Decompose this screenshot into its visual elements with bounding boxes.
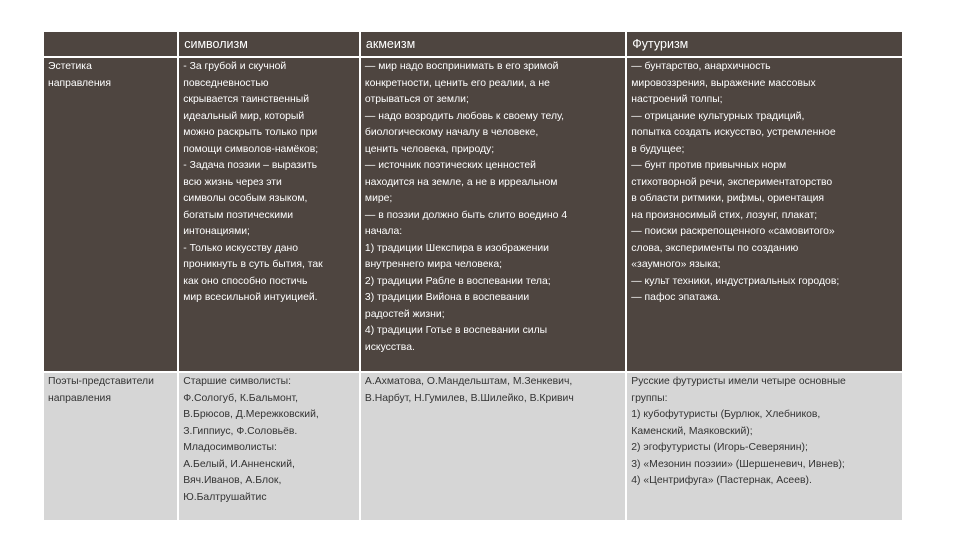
cell-text-line: — источник поэтических ценностей bbox=[364, 160, 536, 171]
cell-text-line: Старшие символисты: bbox=[183, 376, 292, 387]
literature-comparison-table bbox=[44, 32, 904, 522]
poets-acmeism-cell bbox=[360, 372, 626, 521]
cell-text-line: стихотворной речи, экспериментаторство bbox=[631, 176, 833, 188]
cell-text-line: Русские футуристы имели четыре основные bbox=[631, 376, 846, 387]
cell-text-line: А.Белый, И.Анненский, bbox=[183, 458, 295, 470]
cell-text-line: 2) эгофутуристы (Игорь-Северянин); bbox=[631, 442, 808, 453]
cell-text-line: Ф.Сологуб, К.Бальмонт, bbox=[183, 392, 299, 404]
cell-text-line: 3) традиции Вийона в воспевании bbox=[364, 292, 530, 303]
aesthetics-symbolism-cell bbox=[178, 57, 360, 372]
cell-text-line: - Задача поэзии – выразить bbox=[183, 160, 317, 171]
cell-text-line: идеальный мир, который bbox=[183, 110, 305, 122]
cell-text-line: Младосимволисты: bbox=[183, 442, 277, 453]
cell-text-line: символы особым языком, bbox=[183, 193, 308, 204]
cell-text-line: как оно способно постичь bbox=[183, 275, 308, 287]
cell-text-line: мире; bbox=[364, 193, 393, 204]
header-corner-cell bbox=[44, 32, 178, 57]
cell-text-line: «заумного» языка; bbox=[631, 259, 721, 270]
cell-text-line: всю жизнь через эти bbox=[183, 176, 282, 188]
cell-text-line: — в поэзии должно быть слито воедино 4 bbox=[364, 209, 568, 221]
cell-text-line: начала: bbox=[364, 226, 403, 237]
header-row bbox=[44, 32, 903, 57]
cell-text-line: 1) традиции Шекспира в изображении bbox=[364, 242, 549, 254]
poets-futurism-cell bbox=[626, 372, 903, 521]
row-label-line: направления bbox=[48, 392, 111, 404]
cell-text-line: 1) кубофутуристы (Бурлюк, Хлебников, bbox=[631, 409, 821, 420]
cell-text-line: — культ техники, индустриальных городов; bbox=[631, 275, 840, 287]
cell-text-line: радостей жизни; bbox=[364, 308, 445, 320]
cell-text-line: можно раскрыть только при bbox=[183, 127, 318, 138]
cell-text-line: настроений толпы; bbox=[631, 94, 723, 105]
cell-text-line: 4) «Центрифуга» (Пастернак, Асеев). bbox=[631, 475, 812, 486]
cell-text-line: 2) традиции Рабле в воспевании тела; bbox=[364, 275, 551, 287]
cell-text-line: — поиски раскрепощенного «самовитого» bbox=[631, 226, 835, 237]
cell-text-line: 3) «Мезонин поэзии» (Шершеневич, Ивнев); bbox=[631, 458, 845, 470]
cell-text-line: — бунт против привычных норм bbox=[631, 160, 787, 171]
cell-text-line: Каменский, Маяковский); bbox=[631, 425, 753, 437]
header-futurism: Футуризм bbox=[626, 32, 903, 57]
cell-text-line: помощи символов-намёков; bbox=[183, 143, 319, 155]
cell-text-line: З.Гиппиус, Ф.Соловьёв. bbox=[183, 425, 298, 437]
cell-text-line: Вяч.Иванов, А.Блок, bbox=[183, 475, 282, 486]
cell-text-line: ценить человека, природу; bbox=[364, 143, 495, 155]
cell-text-line: В.Нарбут, Н.Гумилев, В.Шилейко, В.Кривич bbox=[364, 392, 574, 404]
cell-text-line: на произносимый стих, лозунг, плакат; bbox=[631, 209, 818, 221]
row-label-line: Эстетика bbox=[48, 61, 92, 72]
cell-text-line: скрывается таинственный bbox=[183, 94, 310, 105]
poets-label-cell bbox=[44, 372, 178, 521]
cell-text-line: попытка создать искусство, устремленное bbox=[631, 127, 836, 138]
cell-text-line: — надо возродить любовь к своему телу, bbox=[364, 110, 565, 122]
cell-text-line: богатым поэтическими bbox=[183, 209, 294, 221]
cell-text-line: В.Брюсов, Д.Мережковский, bbox=[183, 409, 319, 420]
cell-text-line: искусства. bbox=[364, 341, 415, 353]
header-acmeism: акмеизм bbox=[360, 32, 626, 57]
cell-text-line: — пафос эпатажа. bbox=[631, 292, 721, 303]
poets-row bbox=[44, 372, 903, 521]
cell-text-line: группы: bbox=[631, 392, 668, 404]
cell-text-line: мировоззрения, выражение массовых bbox=[631, 77, 816, 89]
cell-text-line: отрываться от земли; bbox=[364, 94, 469, 105]
cell-text-line: в области ритмики, рифмы, ориентация bbox=[631, 193, 825, 204]
row-label-line: Поэты-представители bbox=[48, 376, 154, 387]
cell-text-line: биологическому началу в человеке, bbox=[364, 127, 539, 138]
cell-text-line: повседневностью bbox=[183, 77, 269, 89]
cell-text-line: Ю.Балтрушайтис bbox=[183, 491, 267, 503]
cell-text-line: — мир надо воспринимать в его зримой bbox=[364, 61, 559, 72]
cell-text-line: — отрицание культурных традиций, bbox=[631, 110, 805, 122]
aesthetics-row bbox=[44, 57, 903, 372]
poets-symbolism-cell bbox=[178, 372, 360, 521]
row-label-line: направления bbox=[48, 77, 111, 89]
header-symbolism: символизм bbox=[178, 32, 360, 57]
cell-text-line: конкретности, ценить его реалии, а не bbox=[364, 77, 550, 89]
cell-text-line: находится на земле, а не в ирреальном bbox=[364, 176, 558, 188]
aesthetics-label-cell bbox=[44, 57, 178, 372]
cell-text-line: — бунтарство, анархичность bbox=[631, 61, 771, 72]
cell-text-line: в будущее; bbox=[631, 143, 685, 155]
cell-text-line: 4) традиции Готье в воспевании силы bbox=[364, 325, 548, 336]
cell-text-line: слова, эксперименты по созданию bbox=[631, 242, 799, 254]
cell-text-line: А.Ахматова, О.Мандельштам, М.Зенкевич, bbox=[364, 376, 573, 387]
cell-text-line: - Только искусству дано bbox=[183, 242, 299, 254]
aesthetics-acmeism-cell bbox=[360, 57, 626, 372]
cell-text-line: мир всесильной интуицией. bbox=[183, 292, 318, 303]
cell-text-line: проникнуть в суть бытия, так bbox=[183, 259, 323, 270]
aesthetics-futurism-cell bbox=[626, 57, 903, 372]
cell-text-line: - За грубой и скучной bbox=[183, 61, 287, 72]
cell-text-line: интонациями; bbox=[183, 226, 250, 237]
cell-text-line: внутреннего мира человека; bbox=[364, 259, 502, 270]
